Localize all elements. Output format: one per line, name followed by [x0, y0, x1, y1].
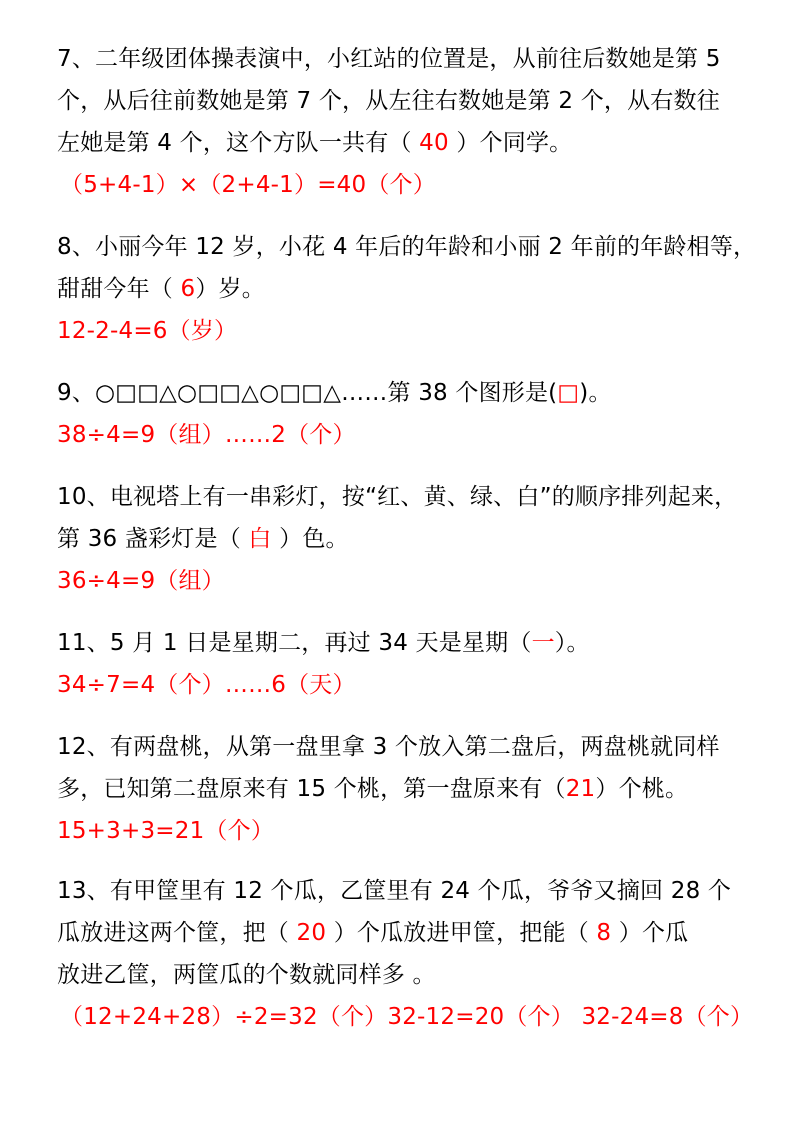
problem-11-line-1: 11、5 月 1 日是星期二，再过 34 天是星期（一）。 [57, 630, 590, 656]
problem-13-line-1: 13、有甲筐里有 12 个瓜，乙筐里有 24 个瓜，爷爷又摘回 28 个 [57, 878, 732, 904]
solution-12: 15+3+3=21（个） [57, 818, 275, 844]
solution-13: （12+24+28）÷2=32（个）32-12=20（个） 32-24=8（个） [60, 1004, 754, 1030]
solution-7: （5+4-1）×（2+4-1）=40（个） [60, 172, 436, 198]
problem-12-line-2: 多，已知第二盘原来有 15 个桃，第一盘原来有（21）个桃。 [57, 776, 689, 802]
solution-10: 36÷4=9（组） [57, 568, 225, 594]
problem-12-line-1: 12、有两盘桃，从第一盘里拿 3 个放入第二盘后，两盘桃就同样 [57, 734, 720, 760]
answer-11: 一 [531, 630, 555, 656]
problem-13-line-3: 放进乙筐，两筐瓜的个数就同样多 。 [57, 962, 436, 988]
answer-13b: 8 [596, 920, 612, 946]
problem-10-line-1: 10、电视塔上有一串彩灯，按“红、黄、绿、白”的顺序排列起来， [57, 484, 738, 510]
problem-9-line-1: 9、○□□△○□□△○□□△……第 38 个图形是(□)。 [57, 380, 612, 406]
answer-12: 21 [565, 776, 596, 802]
answer-7: 40 [419, 130, 449, 156]
problem-8-line-1: 8、小丽今年 12 岁，小花 4 年后的年龄和小丽 2 年前的年龄相等， [57, 234, 757, 260]
problem-13-line-2: 瓜放进这两个筐，把（ 20 ）个瓜放进甲筐，把能（ 8 ）个瓜 [57, 920, 689, 946]
problem-8-line-2: 甜甜今年（ 6）岁。 [57, 276, 265, 302]
answer-13a: 20 [296, 920, 327, 946]
answer-9: □ [557, 380, 580, 406]
problem-7-line-3: 左她是第 4 个，这个方队一共有（ 40 ）个同学。 [57, 130, 573, 156]
answer-8: 6 [180, 276, 196, 302]
solution-8: 12-2-4=6（岁） [57, 318, 238, 344]
problem-10-line-2: 第 36 盏彩灯是（ 白 ）色。 [57, 526, 349, 552]
answer-10: 白 [248, 526, 272, 552]
problem-7-line-1: 7、二年级团体操表演中，小红站的位置是，从前往后数她是第 5 [57, 46, 721, 72]
problem-7-line-2: 个，从后往前数她是第 7 个，从左往右数她是第 2 个，从右数往 [57, 88, 720, 114]
solution-11: 34÷7=4（个）……6（天） [57, 672, 356, 698]
solution-9: 38÷4=9（组）……2（个） [57, 422, 356, 448]
